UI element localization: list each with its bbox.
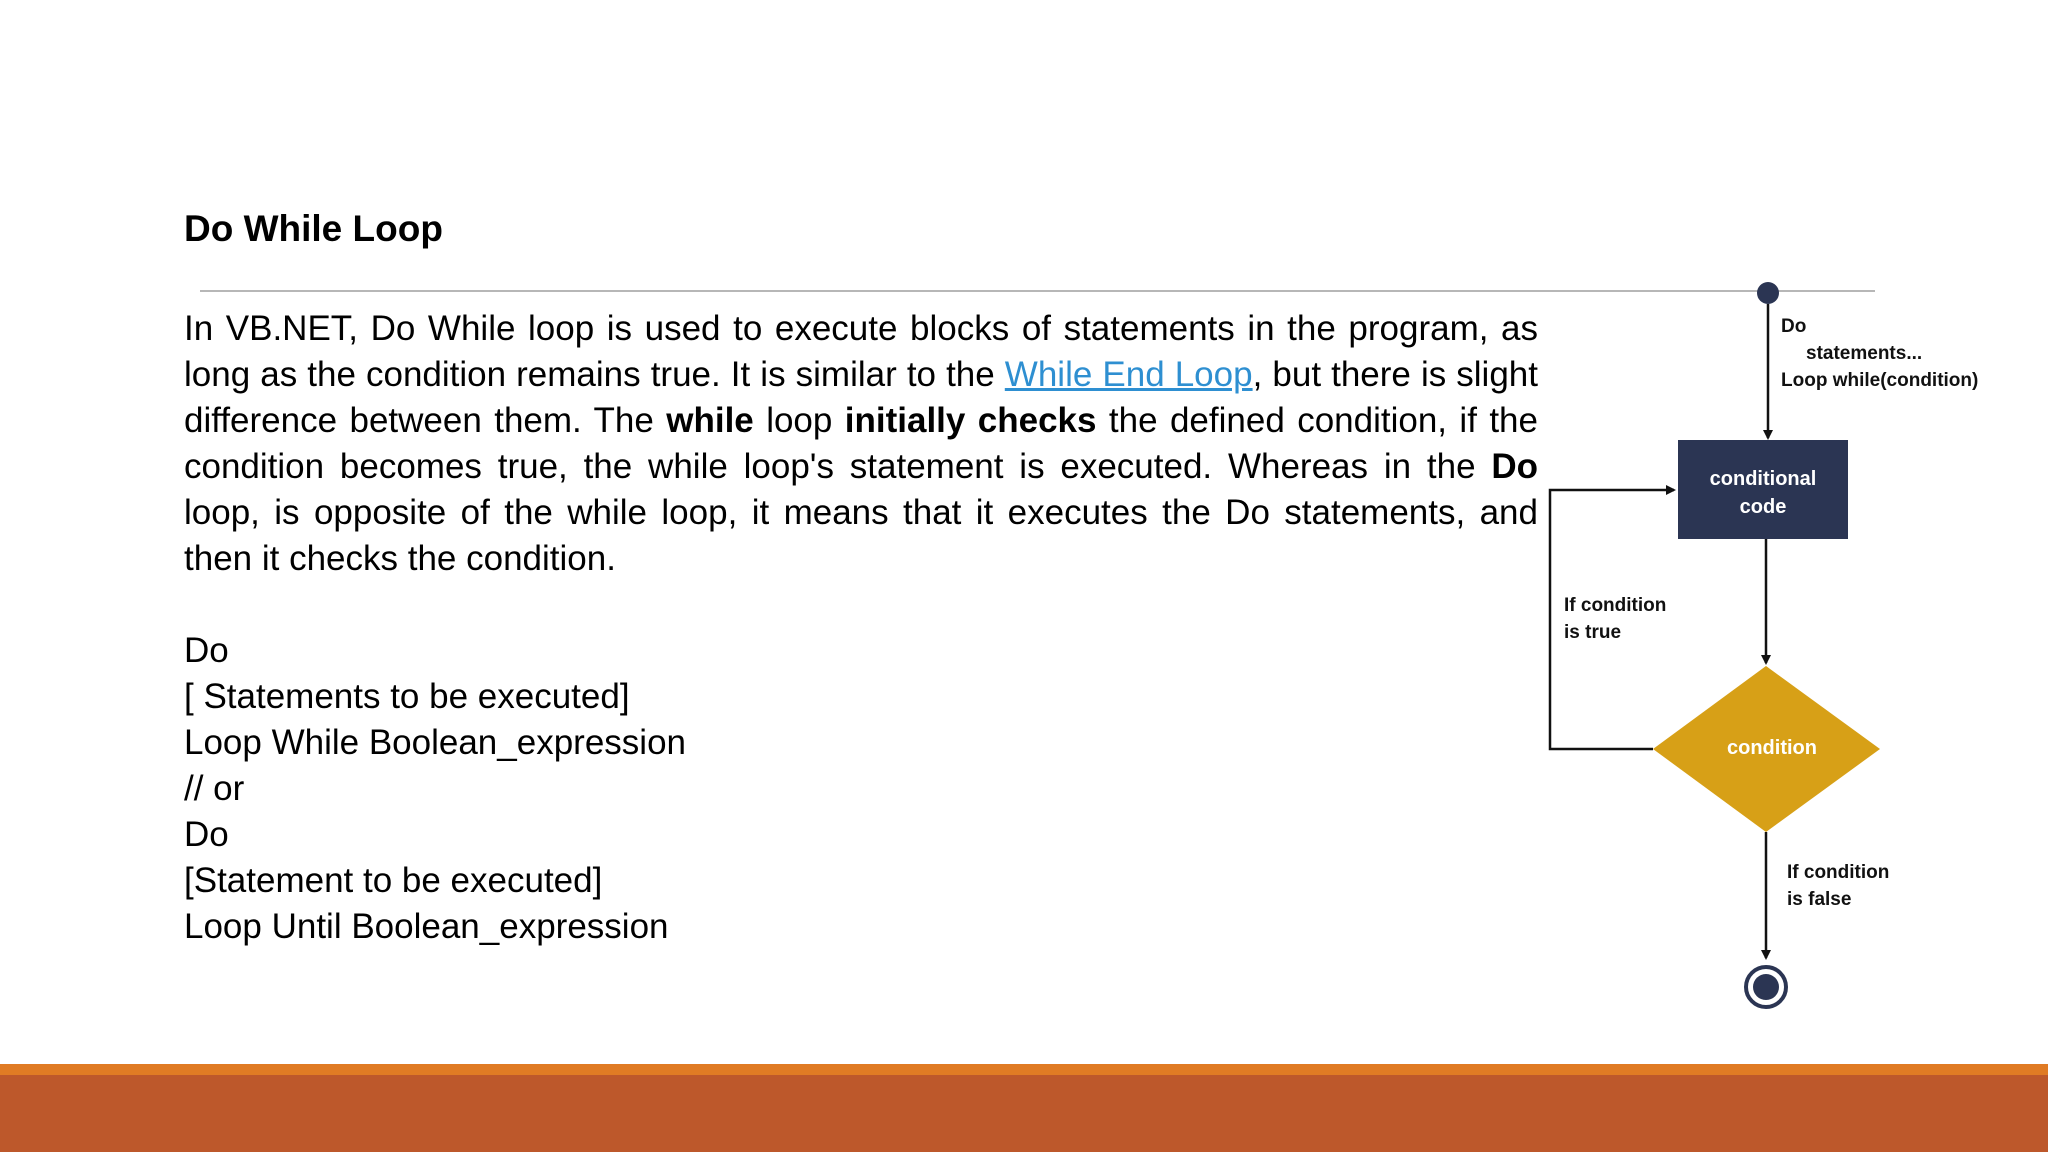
false-label: If condition xyxy=(1787,862,1890,883)
description-paragraph xyxy=(184,306,1538,582)
start-node xyxy=(1757,282,1779,304)
while-end-loop-link[interactable]: While End Loop xyxy=(1004,355,1253,394)
slide-title: Do While Loop xyxy=(184,208,443,249)
do-while-flowchart xyxy=(1520,270,2020,1020)
syntax-line: [Statement to be executed] xyxy=(184,861,603,900)
syntax-line: Do xyxy=(184,631,229,670)
true-label: is true xyxy=(1564,622,1622,643)
conditional-code-label: conditional xyxy=(1709,468,1817,490)
paragraph-text-4: the defined condition, if the condition becomes true, the while loop's statement is executed. Whereas in the xyxy=(184,401,1538,486)
footer-accent-stripe xyxy=(0,1064,2048,1075)
do-label: Do xyxy=(1781,316,1807,337)
paragraph-text-3: loop xyxy=(753,401,845,440)
arrow-true-loop-back xyxy=(1550,490,1674,749)
false-label: is false xyxy=(1787,889,1852,910)
paragraph-text-2: , but there is slight difference between them. The xyxy=(184,355,1538,440)
syntax-line: Loop While Boolean_expression xyxy=(184,723,686,762)
syntax-block xyxy=(184,628,686,950)
syntax-line: // or xyxy=(184,769,245,808)
paragraph-text-1: In VB.NET, Do While loop is used to execute blocks of statements in the program, as long as the condition remains true. It is similar to the xyxy=(184,309,1538,394)
footer-band xyxy=(0,1075,2048,1152)
loop-while-label: Loop while(condition) xyxy=(1781,370,1979,391)
syntax-line: Do xyxy=(184,815,229,854)
paragraph-text-5: loop, is opposite of the while loop, it means that it executes the Do statements, and then it checks the condition. xyxy=(184,493,1538,578)
syntax-line: [ Statements to be executed] xyxy=(184,677,630,716)
conditional-code-label: code xyxy=(1739,496,1787,518)
condition-label: condition xyxy=(1727,737,1817,759)
bold-initially-checks: initially checks xyxy=(844,401,1097,440)
true-label: If condition xyxy=(1564,595,1667,616)
syntax-line: Loop Until Boolean_expression xyxy=(184,907,669,946)
statements-label: statements... xyxy=(1806,343,1923,364)
bold-do: Do xyxy=(1491,447,1538,486)
bold-while: while xyxy=(666,401,754,440)
end-node-inner xyxy=(1753,974,1779,1000)
